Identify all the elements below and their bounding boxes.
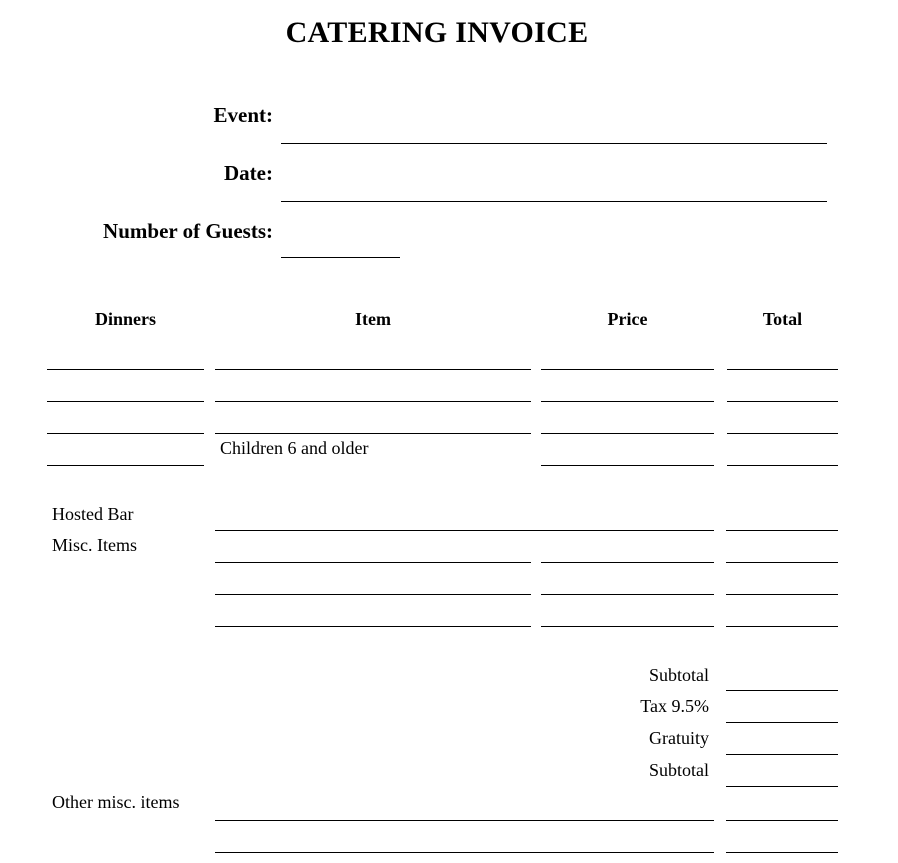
other-misc-line[interactable] xyxy=(215,820,714,821)
children-note: Children 6 and older xyxy=(220,438,369,458)
misc-total-line[interactable] xyxy=(726,626,838,627)
subtotal-2-label: Subtotal xyxy=(648,760,709,780)
guests-field-line[interactable] xyxy=(281,257,400,258)
dinners-line[interactable] xyxy=(47,369,204,370)
misc-price-line[interactable] xyxy=(541,594,714,595)
item-line[interactable] xyxy=(215,401,531,402)
dinners-line[interactable] xyxy=(47,401,204,402)
total-line[interactable] xyxy=(727,465,838,466)
other-misc-total-line[interactable] xyxy=(726,820,838,821)
misc-price-line[interactable] xyxy=(541,626,714,627)
total-line[interactable] xyxy=(727,369,838,370)
other-misc-line[interactable] xyxy=(215,852,714,853)
misc-total-line[interactable] xyxy=(726,562,838,563)
column-header-price: Price xyxy=(607,309,648,329)
column-header-dinners: Dinners xyxy=(94,309,156,329)
item-line[interactable] xyxy=(215,433,531,434)
other-misc-total-line[interactable] xyxy=(726,852,838,853)
misc-item-line[interactable] xyxy=(215,626,531,627)
price-line[interactable] xyxy=(541,401,714,402)
column-header-item: Item xyxy=(355,309,391,329)
dinners-line[interactable] xyxy=(47,465,204,466)
event-label: Event: xyxy=(213,103,273,127)
column-header-total: Total xyxy=(762,309,803,329)
invoice-title: CATERING INVOICE xyxy=(285,16,589,49)
date-field-line[interactable] xyxy=(281,201,827,202)
price-line[interactable] xyxy=(541,369,714,370)
total-line[interactable] xyxy=(727,401,838,402)
date-label: Date: xyxy=(224,161,273,185)
other-misc-label: Other misc. items xyxy=(52,792,180,812)
event-field-line[interactable] xyxy=(281,143,827,144)
misc-item-line[interactable] xyxy=(215,562,531,563)
misc-total-line[interactable] xyxy=(726,594,838,595)
misc-price-line[interactable] xyxy=(541,562,714,563)
price-line[interactable] xyxy=(541,433,714,434)
guests-label: Number of Guests: xyxy=(103,219,273,243)
item-line[interactable] xyxy=(215,369,531,370)
gratuity-label: Gratuity xyxy=(649,728,709,748)
gratuity-line[interactable] xyxy=(726,754,838,755)
hosted-bar-label: Hosted Bar xyxy=(52,504,134,524)
tax-label: Tax 9.5% xyxy=(640,696,709,716)
subtotal-label: Subtotal xyxy=(648,665,709,685)
subtotal-line[interactable] xyxy=(726,690,838,691)
total-line[interactable] xyxy=(727,433,838,434)
misc-item-line[interactable] xyxy=(215,594,531,595)
misc-items-label: Misc. Items xyxy=(52,535,137,555)
dinners-line[interactable] xyxy=(47,433,204,434)
hosted-bar-total-line[interactable] xyxy=(726,530,838,531)
tax-line[interactable] xyxy=(726,722,838,723)
hosted-bar-line[interactable] xyxy=(215,530,714,531)
subtotal-2-line[interactable] xyxy=(726,786,838,787)
price-line[interactable] xyxy=(541,465,714,466)
